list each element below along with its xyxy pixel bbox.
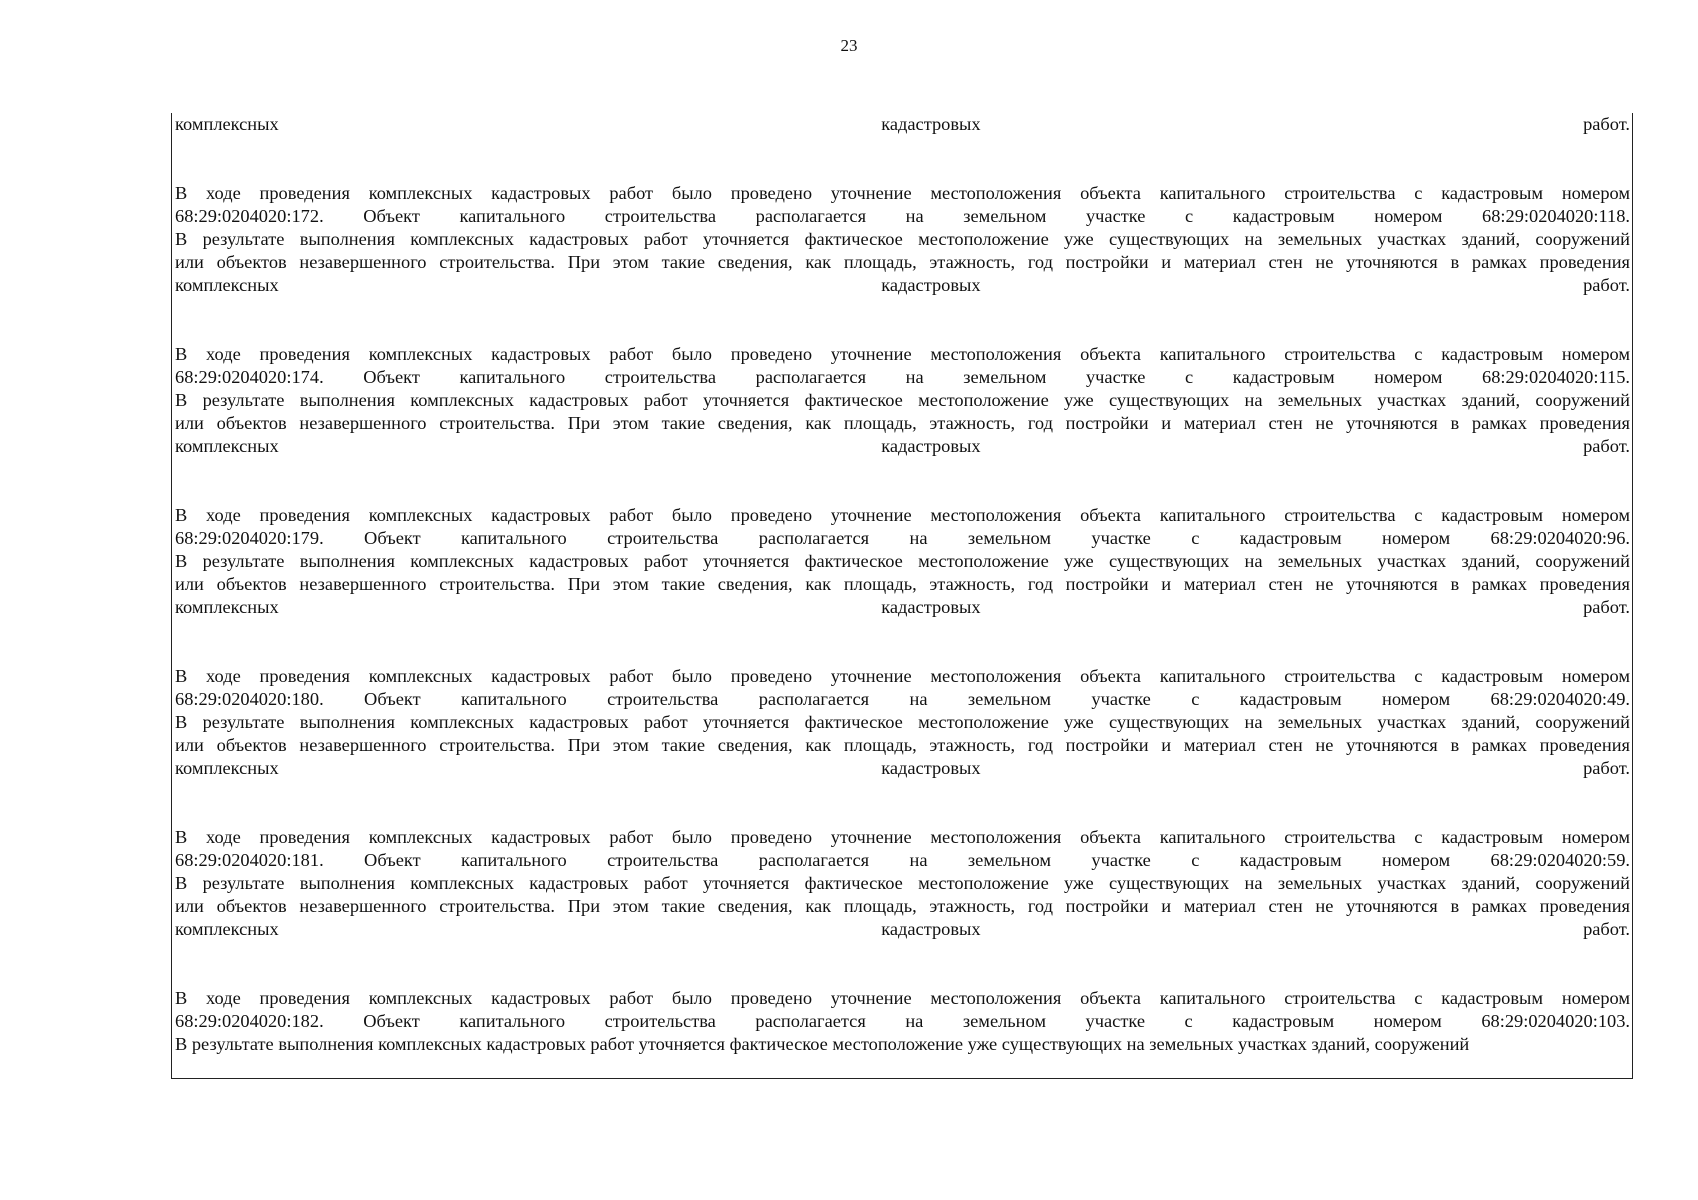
paragraph-gap [175,619,1630,665]
entry-paragraph [175,182,1630,297]
paragraph-line: В результате выполнения комплексных кадастровых работ уточняется фактическое местоположение уже существующих на земельных участках зданий, сооружений [175,712,1630,732]
paragraph-line: или объектов незавершенного строительства. При этом такие сведения, как площадь, этажность, год постройки и материал стен не уточняются в рамках проведения [175,735,1630,755]
paragraph-line: или объектов незавершенного строительства. При этом такие сведения, как площадь, этажность, год постройки и материал стен не уточняются в рамках проведения [175,252,1630,272]
page-number: 23 [840,36,858,55]
paragraph-line: комплексных кадастровых работ. [175,597,1630,617]
paragraph-line: 68:29:0204020:172. Объект капитального строительства располагается на земельном участке с кадастровым номером 68:29:0204020:118. [175,206,1630,226]
paragraph-line: 68:29:0204020:180. Объект капитального строительства располагается на земельном участке с кадастровым номером 68:29:0204020:49. [175,689,1630,709]
paragraph-line: комплексных кадастровых работ. [175,275,1630,295]
paragraph-line: или объектов незавершенного строительства. При этом такие сведения, как площадь, этажность, год постройки и материал стен не уточняются в рамках проведения [175,574,1630,594]
entry-paragraph [175,987,1630,1056]
entry-paragraph [175,504,1630,619]
paragraph-gap [175,780,1630,826]
paragraph-line: В ходе проведения комплексных кадастровых работ было проведено уточнение местоположения объекта капитального строительства с кадастровым номером [175,666,1630,686]
paragraph-line: В результате выполнения комплексных кадастровых работ уточняется фактическое местоположение уже существующих на земельных участках зданий, сооружений [175,390,1630,410]
paragraph-line: В ходе проведения комплексных кадастровых работ было проведено уточнение местоположения объекта капитального строительства с кадастровым номером [175,988,1630,1008]
paragraph-line: В результате выполнения комплексных кадастровых работ уточняется фактическое местоположение уже существующих на земельных участках зданий, сооружений [175,873,1630,893]
entry-paragraph [175,343,1630,458]
paragraph-line: В ходе проведения комплексных кадастровых работ было проведено уточнение местоположения объекта капитального строительства с кадастровым номером [175,344,1630,364]
entry-paragraph [175,665,1630,780]
paragraph-line: В ходе проведения комплексных кадастровых работ было проведено уточнение местоположения объекта капитального строительства с кадастровым номером [175,827,1630,847]
paragraph-line: 68:29:0204020:182. Объект капитального строительства располагается на земельном участке с кадастровым номером 68:29:0204020:103. [175,1011,1630,1031]
paragraph-line: комплексных кадастровых работ. [175,919,1630,939]
paragraph-gap [175,458,1630,504]
document-body [175,113,1630,1056]
paragraph-gap [175,941,1630,987]
intro-tail-line: комплексных кадастровых работ. [175,114,1630,134]
table-cell-frame [171,113,1633,1079]
paragraph-line: В результате выполнения комплексных кадастровых работ уточняется фактическое местоположение уже существующих на земельных участках зданий, сооружений [175,1034,1470,1054]
paragraph-line: или объектов незавершенного строительства. При этом такие сведения, как площадь, этажность, год постройки и материал стен не уточняются в рамках проведения [175,896,1630,916]
entry-paragraph [175,826,1630,941]
paragraph-line: комплексных кадастровых работ. [175,758,1630,778]
paragraph-line: В ходе проведения комплексных кадастровых работ было проведено уточнение местоположения объекта капитального строительства с кадастровым номером [175,505,1630,525]
paragraph-line: 68:29:0204020:174. Объект капитального строительства располагается на земельном участке с кадастровым номером 68:29:0204020:115. [175,367,1630,387]
paragraph-line: В результате выполнения комплексных кадастровых работ уточняется фактическое местоположение уже существующих на земельных участках зданий, сооружений [175,551,1630,571]
paragraph-line: В результате выполнения комплексных кадастровых работ уточняется фактическое местоположение уже существующих на земельных участках зданий, сооружений [175,229,1630,249]
paragraph-line: или объектов незавершенного строительства. При этом такие сведения, как площадь, этажность, год постройки и материал стен не уточняются в рамках проведения [175,413,1630,433]
paragraph-line: комплексных кадастровых работ. [175,436,1630,456]
paragraph-line: В ходе проведения комплексных кадастровых работ было проведено уточнение местоположения объекта капитального строительства с кадастровым номером [175,183,1630,203]
paragraph-gap [175,297,1630,343]
paragraph-gap [175,136,1630,182]
paragraph-line: 68:29:0204020:179. Объект капитального строительства располагается на земельном участке с кадастровым номером 68:29:0204020:96. [175,528,1630,548]
paragraph-line: 68:29:0204020:181. Объект капитального строительства располагается на земельном участке с кадастровым номером 68:29:0204020:59. [175,850,1630,870]
